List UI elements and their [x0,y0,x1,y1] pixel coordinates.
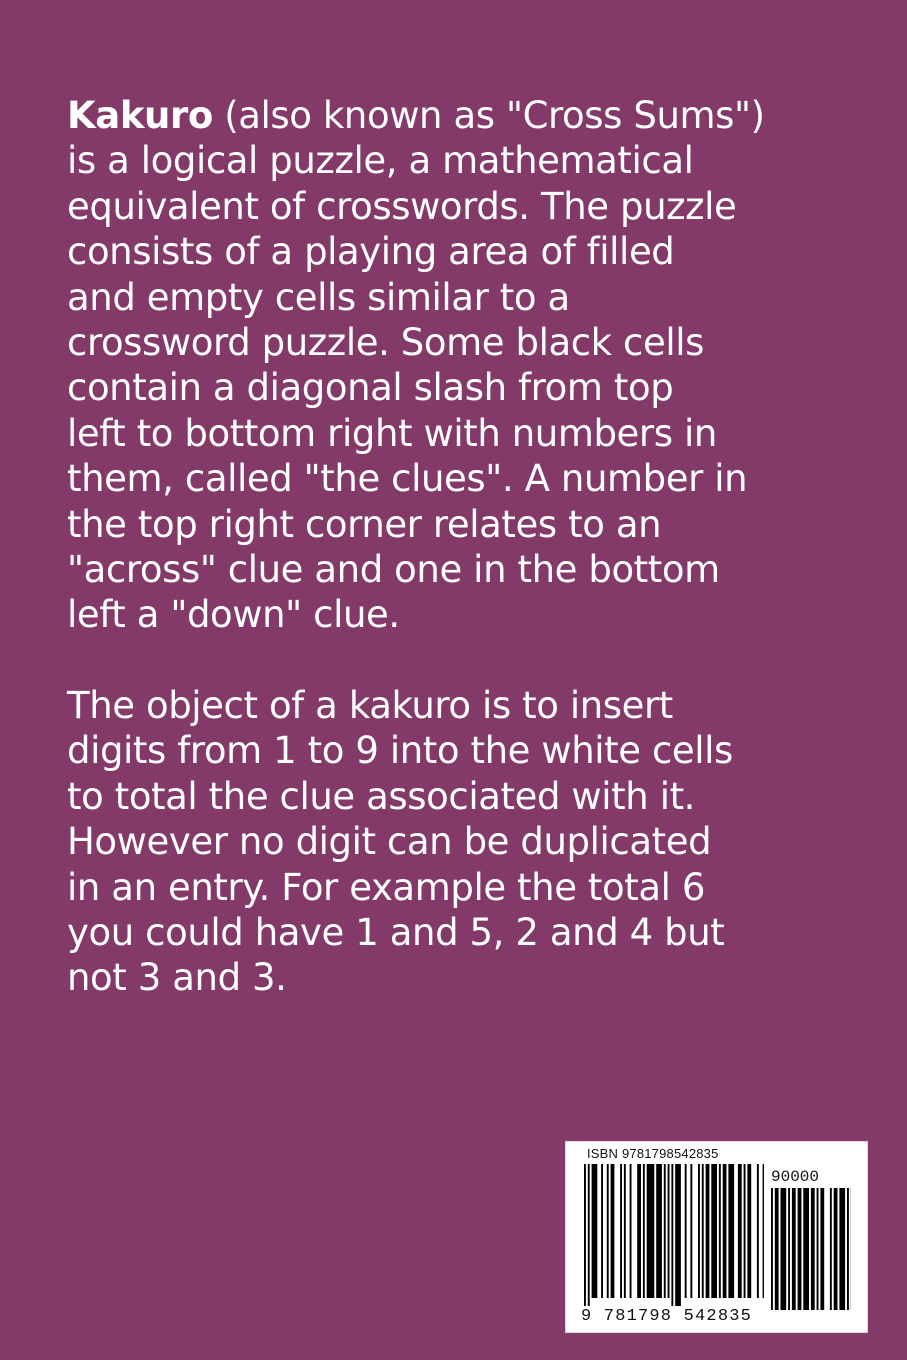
description-text [67,93,867,1001]
text-line: digits from 1 to 9 into the white cells [67,729,733,773]
text-line: However no digit can be duplicated [67,820,712,864]
isbn-barcode [565,1141,868,1333]
text-line [67,93,867,138]
barcode-digits: 9 781798 542835 [581,1307,753,1326]
text-line: contain a diagonal slash from top [67,366,674,410]
text-line: consists of a playing area of filled [67,230,675,274]
text-line: equivalent of crosswords. The puzzle [67,184,737,228]
paragraph-spacer [67,638,867,683]
kakuro-term: Kakuro [67,94,213,137]
text-line: not 3 and 3. [67,956,287,1000]
price-code: 90000 [771,1168,820,1186]
text-line: left a "down" clue. [67,593,400,637]
text-line: them, called "the clues". A number in [67,457,748,501]
isbn-label: ISBN 9781798542835 [587,1146,719,1161]
text-line: crossword puzzle. Some black cells [67,321,704,365]
text-line: you could have 1 and 5, 2 and 4 but [67,910,725,954]
text-line-rest: (also known as "Cross Sums") [212,94,765,137]
addon-barcode-bars [771,1188,851,1328]
text-line: the top right corner relates to an [67,502,662,546]
text-line: in an entry. For example the total 6 [67,865,706,909]
barcode-bars [584,1164,764,1306]
text-line: The object of a kakuro is to insert [67,683,673,727]
paragraph-intro [67,93,867,638]
text-line: "across" clue and one in the bottom [67,548,720,592]
text-line: left to bottom right with numbers in [67,411,717,455]
text-line: to total the clue associated with it. [67,774,696,818]
paragraph-object [67,683,867,1001]
text-line: is a logical puzzle, a mathematical [67,139,694,183]
text-line: and empty cells similar to a [67,275,570,319]
